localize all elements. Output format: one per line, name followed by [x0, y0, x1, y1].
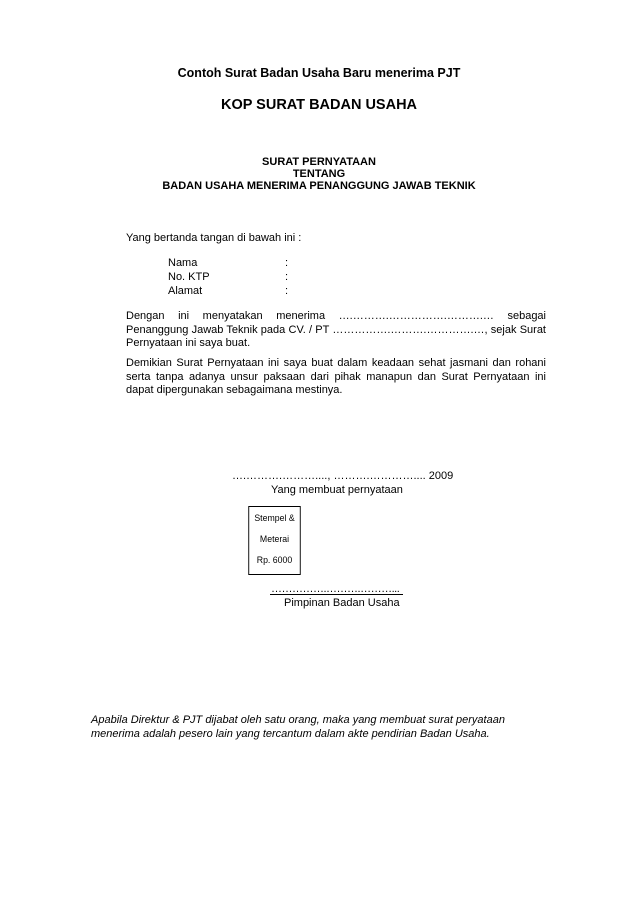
- stamp-line2: Meterai: [259, 534, 290, 545]
- footnote: Apabila Direktur & PJT dijabat oleh satu orang, maka yang membuat surat peryataan menerima adalah pesero lain yang tercantum dalam akte pendirian Badan Usaha.: [91, 714, 505, 740]
- signer-caption: Yang membuat pernyataan: [271, 484, 403, 496]
- stamp-line1: Stempel &: [254, 513, 295, 524]
- field-label-alamat: Alamat: [168, 285, 203, 297]
- statement-heading-line2: TENTANG: [292, 168, 346, 180]
- statement-heading-line3: BADAN USAHA MENERIMA PENANGGUNG JAWAB TEKNIK: [162, 180, 476, 192]
- document-title: Contoh Surat Badan Usaha Baru menerima PJT: [177, 66, 461, 80]
- stamp-box: [248, 506, 300, 575]
- closing-paragraph: Demikian Surat Pernyataan ini saya buat dalam keadaan sehat jasmani dan rohani serta tanpa adanya unsur paksaan dari pihak manapun dan Surat Pernyataan ini dapat dipergunakan sebagaimana mestinya.: [126, 357, 546, 396]
- stamp-line3: Rp. 6000: [256, 555, 293, 566]
- letterhead-placeholder: KOP SURAT BADAN USAHA: [220, 97, 418, 113]
- signature-name-dots: …………….……….………...: [271, 583, 400, 595]
- statement-paragraph: Dengan ini menyatakan menerima ….……….…………….……….… sebagai Penanggung Jawab Teknik pada CV. / PT …………….……….………….…, sejak Surat Pernyataan ini saya buat.: [126, 310, 546, 349]
- signer-position: Pimpinan Badan Usaha: [284, 597, 400, 609]
- field-separator-ktp: :: [285, 271, 289, 283]
- field-label-ktp: No. KTP: [168, 271, 210, 283]
- statement-heading-line1: SURAT PERNYATAAN: [262, 156, 376, 168]
- place-date-line: ….……….………...., ……….………….... 2009: [232, 470, 454, 482]
- field-label-nama: Nama: [168, 257, 198, 269]
- field-separator-nama: :: [285, 257, 289, 269]
- signature-underline: [270, 594, 403, 595]
- intro-text: Yang bertanda tangan di bawah ini :: [126, 232, 302, 244]
- field-separator-alamat: :: [285, 285, 289, 297]
